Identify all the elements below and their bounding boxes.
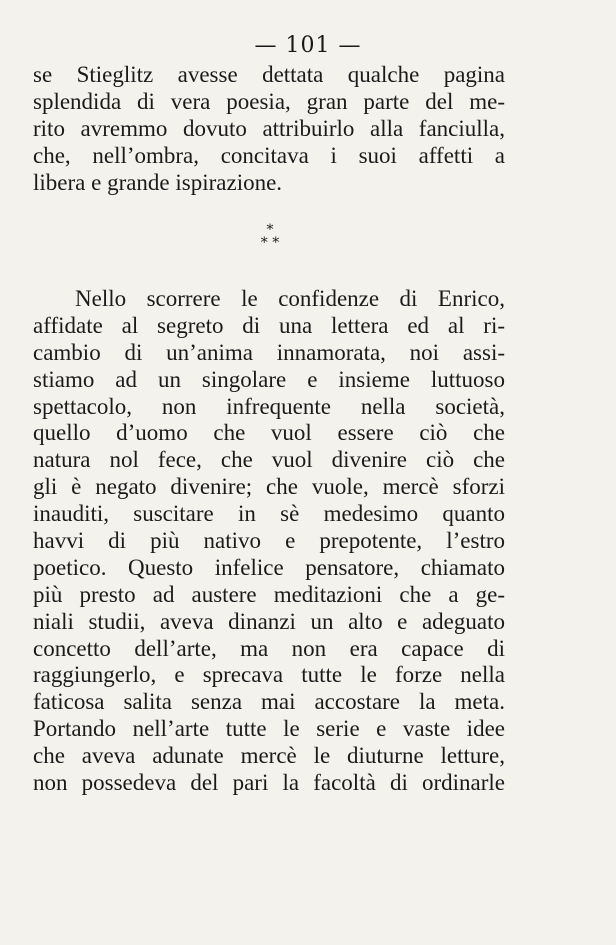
text-line: spettacolo, non infrequente nella società, — [33, 393, 505, 419]
text-line: non possedeva del pari la facoltà di ordinarle — [33, 770, 505, 796]
text-line: niali studii, aveva dinanzi un alto e adeguato — [33, 608, 505, 634]
text-line: stiamo ad un singolare e insieme luttuoso — [33, 366, 505, 392]
separator-star-bottom: * * — [260, 235, 280, 251]
text-line: faticosa salita senza mai accostare la meta. — [33, 689, 505, 715]
text-line: cambio di un’anima innamorata, noi assi- — [33, 339, 505, 365]
text-line: che, nell’ombra, concitava i suoi affetti a — [33, 142, 505, 168]
text-line: Portando nell’arte tutte le serie e vaste idee — [33, 716, 505, 742]
text-line: libera e grande ispirazione. — [33, 169, 283, 195]
separator-star-top: * — [266, 222, 274, 238]
text-line: che aveva adunate mercè le diuturne letture, — [33, 743, 505, 769]
text-line: gli è negato divenire; che vuole, mercè sforzi — [33, 474, 505, 500]
text-line: inauditi, suscitare in sè medesimo quanto — [33, 501, 505, 527]
text-line: poetico. Questo infelice pensatore, chiamato — [33, 554, 505, 580]
text-line: se Stieglitz avesse dettata qualche pagina — [33, 62, 505, 87]
paragraph-2 — [33, 286, 505, 797]
text-line: natura nol fece, che vuol divenire ciò che — [33, 447, 505, 473]
text-line: rito avremmo dovuto attribuirlo alla fanciulla, — [33, 115, 505, 141]
text-line: Nello scorrere le confidenze di Enrico, — [75, 286, 505, 311]
section-separator — [240, 224, 300, 250]
text-line: havvi di più nativo e prepotente, l’estro — [33, 528, 505, 554]
text-line: concetto dell’arte, ma non era capace di — [33, 635, 505, 661]
page-number: — 101 — — [254, 33, 362, 58]
text-line: più presto ad austere meditazioni che a ge- — [33, 581, 505, 607]
paragraph-1 — [33, 62, 505, 196]
text-line: quello d’uomo che vuol essere ciò che — [33, 420, 505, 446]
text-line: raggiungerlo, e sprecava tutte le forze nella — [33, 662, 505, 688]
text-line: affidate al segreto di una lettera ed al ri- — [33, 312, 505, 338]
text-line: splendida di vera poesia, gran parte del me- — [33, 88, 505, 114]
